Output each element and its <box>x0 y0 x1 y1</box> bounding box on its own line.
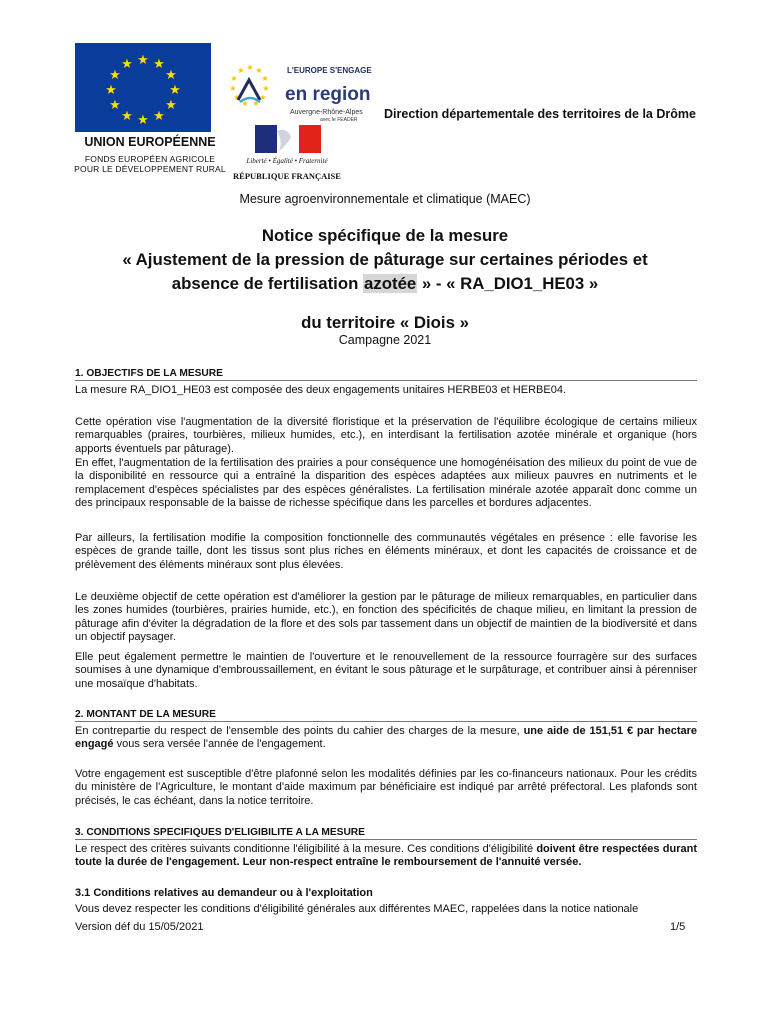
section-heading: 1. OBJECTIFS DE LA MESURE <box>75 368 697 381</box>
svg-text:★: ★ <box>165 68 177 83</box>
svg-text:★: ★ <box>230 74 238 83</box>
svg-text:★: ★ <box>246 63 254 72</box>
campaign-label: Campagne 2021 <box>338 333 432 347</box>
authority-name: Direction départementale des territoires de la Drôme <box>384 107 696 121</box>
region-slogan: L'EUROPE S'ENGAGE <box>287 66 372 75</box>
territory-title: du territoire « Diois » <box>301 313 469 332</box>
svg-text:★: ★ <box>237 66 245 75</box>
svg-text:★: ★ <box>252 99 260 108</box>
svg-text:★: ★ <box>229 84 237 93</box>
region-name: Auvergne-Rhône-Alpes <box>290 109 363 116</box>
document-title: Notice spécifique de la mesure « Ajustement de la pression de pâturage sur certaines périodes et absence de fertilisation azotée » - « RA_DIO1_HE03 » <box>122 226 648 293</box>
svg-text:★: ★ <box>153 109 165 124</box>
version-label: Version déf du 15/05/2021 <box>75 921 204 933</box>
paragraph: En effet, l'augmentation de la fertilisation des prairies a pour conséquence une homogénéisation des milieux du point de vue de la disponibilité en ressource qui a entraîné la disparition des espèces adaptées aux milieux pauvres en nutriments et le remplacement d'espèces spécialistes par des espèces généralistes. La fertilisation minérale azotée apparaît donc comme un des principaux responsable de la baisse de richesse spécifique dans les parcelles et bordures adjacentes. <box>75 457 697 509</box>
paragraph: Le deuxième objectif de cette opération est d'améliorer la gestion par le pâturage de milieux remarquables, en particulier dans les zones humides (tourbières, prairies humide, etc.), en fonction des spécificités de chaque milieu, en limitant la pression de pâturage afin d'éviter la dégradation de la flore et des sols par tassement dans un objectif de maintien de la biodiversité et dans un objectif paysager. <box>75 591 697 643</box>
marianne-logo <box>221 123 353 153</box>
paragraph: Par ailleurs, la fertilisation modifie la composition fonctionnelle des communautés végétales en présence : elle favorise les espèces de grande taille, dont les tissus sont plus riches en éléments minéraux, et dont les capacités de croissance et de prélèvement des éléments minéraux sont plus élevées. <box>75 532 697 571</box>
eu-name: UNION EUROPÉENNE <box>84 135 216 149</box>
svg-text:★: ★ <box>259 93 267 102</box>
eu-flag-logo <box>75 43 211 132</box>
paragraph: Le respect des critères suivants conditionne l'éligibilité à la mesure. Ces conditions d'éligibilité doivent être respectées durant toute la durée de l'engagement. Leur non-respect entraîne le remboursement de l'annuité versée. <box>75 843 697 869</box>
svg-text:★: ★ <box>261 74 269 83</box>
star-ring-icon <box>229 63 269 108</box>
paragraph: Cette opération vise l'augmentation de la diversité floristique et la préservation de l'équilibre écologique de certains milieux remarquables (praires, tourbières, milieux humides, etc.), en interdisant la fertilisation azotée minérale et organique (hors apports éventuels par pâturage). <box>75 416 697 455</box>
republic-name: RÉPUBLIQUE FRANÇAISE <box>233 171 341 181</box>
svg-text:★: ★ <box>262 84 270 93</box>
svg-text:★: ★ <box>255 66 263 75</box>
republic-motto: Liberté • Égalité • Fraternité <box>246 157 328 165</box>
eu-fund-name: FONDS EUROPÉEN AGRICOLE POUR LE DÉVELOPPEMENT RURAL <box>74 154 226 174</box>
svg-text:★: ★ <box>233 93 241 102</box>
svg-text:★: ★ <box>153 57 165 72</box>
svg-text:★: ★ <box>109 98 121 113</box>
svg-text:★: ★ <box>109 68 121 83</box>
section-heading: 3. CONDITIONS SPECIFIQUES D'ELIGIBILITE A LA MESURE <box>75 827 697 840</box>
paragraph: Elle peut également permettre le maintien de l'ouverture et le renouvellement de la ressource fourragère sur des surfaces soumises à une dynamique d'embroussaillement, en évitant le sous pâturage et le surpâturage, et contribuer ainsi à pérenniser une mosaïque d'habitats. <box>75 651 697 690</box>
svg-text:★: ★ <box>121 109 133 124</box>
section-heading: 2. MONTANT DE LA MESURE <box>75 709 697 722</box>
paragraph: En contrepartie du respect de l'ensemble des points du cahier des charges de la mesure, une aide de 151,51 € par hectare engagé vous sera versée l'année de l'engagement. <box>75 725 697 751</box>
region-fund: avec le FEADER <box>320 117 358 123</box>
measure-type: Mesure agroenvironnementale et climatique (MAEC) <box>239 192 531 206</box>
highlighted-word: azotée <box>364 274 417 293</box>
paragraph: La mesure RA_DIO1_HE03 est composée des deux engagements unitaires HERBE03 et HERBE04. <box>75 384 566 396</box>
region-wordmark: en region <box>285 84 371 105</box>
eu-stars-icon <box>75 43 211 132</box>
svg-text:★: ★ <box>169 83 181 98</box>
paragraph: Votre engagement est susceptible d'être plafonné selon les modalités définies par les co-financeurs nationaux. Pour les crédits du ministère de l'Agriculture, le montant d'aide maximum par bénéficiaire est indiqué par arrêté préfectoral. Les plafonds sont précisés, le cas échéant, dans la notice territoire. <box>75 768 697 807</box>
subsection-heading: 3.1 Conditions relatives au demandeur ou à l'exploitation <box>75 887 373 899</box>
svg-text:★: ★ <box>137 113 149 128</box>
svg-text:★: ★ <box>121 57 133 72</box>
svg-text:★: ★ <box>165 98 177 113</box>
svg-text:★: ★ <box>105 83 117 98</box>
svg-text:★: ★ <box>241 99 249 108</box>
paragraph: Vous devez respecter les conditions d'éligibilité générales aux différentes MAEC, rappelées dans la notice nationale <box>75 903 639 915</box>
page-number: 1/5 <box>670 921 686 933</box>
svg-text:★: ★ <box>137 53 149 68</box>
